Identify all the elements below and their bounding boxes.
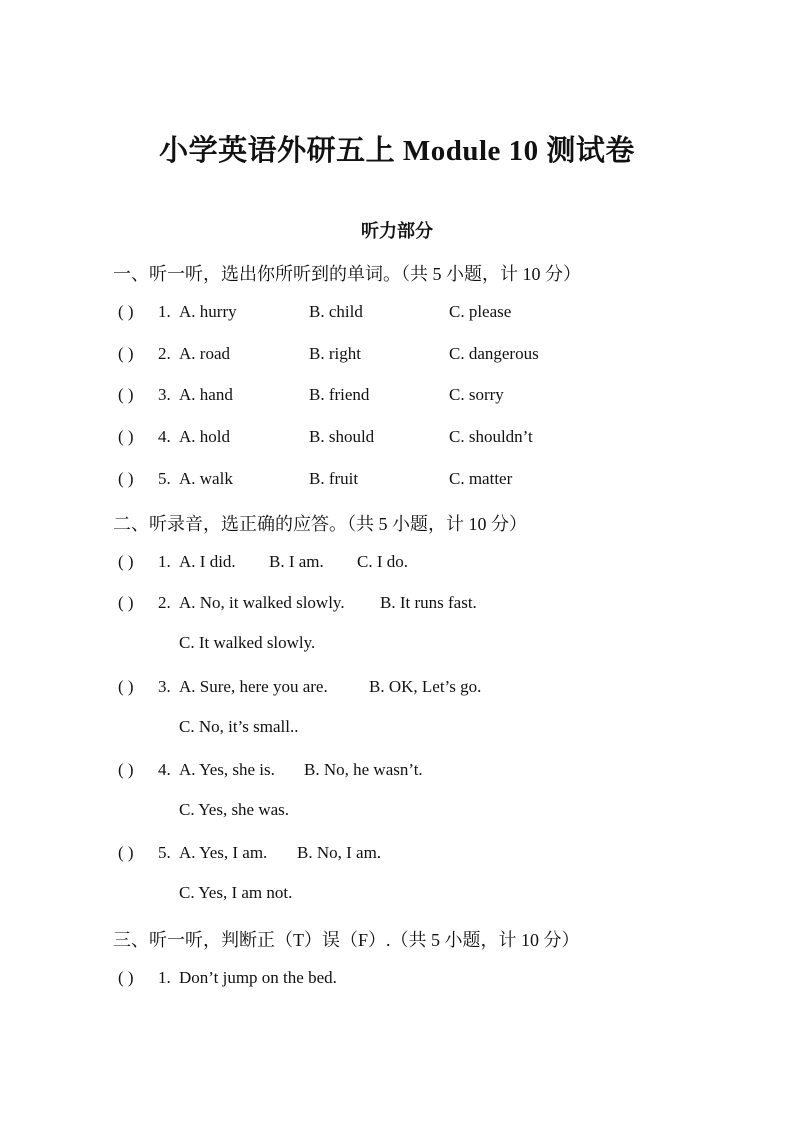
option-b: B. fruit [309, 469, 359, 488]
question-number: 5. [158, 843, 171, 862]
option-a: A. hand [179, 385, 233, 404]
option-a: A. Yes, I am. [179, 843, 268, 862]
option-b: B. friend [309, 385, 370, 404]
option-a: A. Yes, she is. [179, 760, 275, 779]
option-a: A. walk [179, 469, 233, 488]
option-c: C. sorry [449, 385, 504, 404]
answer-blank[interactable]: ( ) [118, 427, 134, 446]
option-a: A. No, it walked slowly. [179, 593, 345, 612]
option-a: A. I did. [179, 552, 236, 571]
listening-part-heading: 听力部分 [361, 221, 433, 241]
question-number: 5. [158, 469, 171, 488]
option-a: A. hold [179, 427, 230, 446]
question-number: 3. [158, 677, 171, 696]
section-1-heading: 一、听一听，选出你所听到的单词。（共 5 小题，计 10 分） [113, 264, 581, 284]
s2-question-5-option-c: C. Yes, I am not. [179, 883, 293, 902]
answer-blank[interactable]: ( ) [118, 552, 134, 571]
option-c: C. I do. [357, 552, 408, 571]
answer-blank[interactable]: ( ) [118, 469, 134, 488]
s2-question-2-option-c: C. It walked slowly. [179, 633, 316, 652]
answer-blank[interactable]: ( ) [118, 302, 134, 321]
answer-blank[interactable]: ( ) [118, 593, 134, 612]
page-title: 小学英语外研五上 Module 10 测试卷 [159, 135, 635, 167]
option-a: A. road [179, 344, 230, 363]
option-b: B. It runs fast. [380, 593, 477, 612]
option-c: C. please [449, 302, 512, 321]
question-number: 2. [158, 344, 171, 363]
answer-blank[interactable]: ( ) [118, 385, 134, 404]
section-3-heading: 三、听一听，判断正（T）误（F）.（共 5 小题，计 10 分） [113, 930, 580, 950]
question-number: 1. [158, 552, 171, 571]
s2-question-3-option-c: C. No, it’s small.. [179, 717, 299, 736]
question-number: 4. [158, 427, 171, 446]
option-b: B. child [309, 302, 363, 321]
option-a: A. hurry [179, 302, 237, 321]
option-b: B. No, I am. [297, 843, 382, 862]
option-c: C. shouldn’t [449, 427, 533, 446]
option-b: B. No, he wasn’t. [304, 760, 423, 779]
option-b: B. I am. [269, 552, 324, 571]
answer-blank[interactable]: ( ) [118, 344, 134, 363]
option-b: B. should [309, 427, 375, 446]
question-number: 3. [158, 385, 171, 404]
question-number: 1. [158, 968, 171, 987]
question-number: 1. [158, 302, 171, 321]
section-2-heading: 二、听录音，选正确的应答。（共 5 小题，计 10 分） [113, 514, 527, 534]
answer-blank[interactable]: ( ) [118, 843, 134, 862]
option-a: A. Sure, here you are. [179, 677, 328, 696]
statement-text: Don’t jump on the bed. [179, 968, 337, 987]
answer-blank[interactable]: ( ) [118, 677, 134, 696]
question-number: 4. [158, 760, 171, 779]
s2-question-4-option-c: C. Yes, she was. [179, 800, 290, 819]
option-b: B. OK, Let’s go. [369, 677, 482, 696]
answer-blank[interactable]: ( ) [118, 760, 134, 779]
question-number: 2. [158, 593, 171, 612]
option-b: B. right [309, 344, 361, 363]
answer-blank[interactable]: ( ) [118, 968, 134, 987]
option-c: C. matter [449, 469, 513, 488]
option-c: C. dangerous [449, 344, 539, 363]
